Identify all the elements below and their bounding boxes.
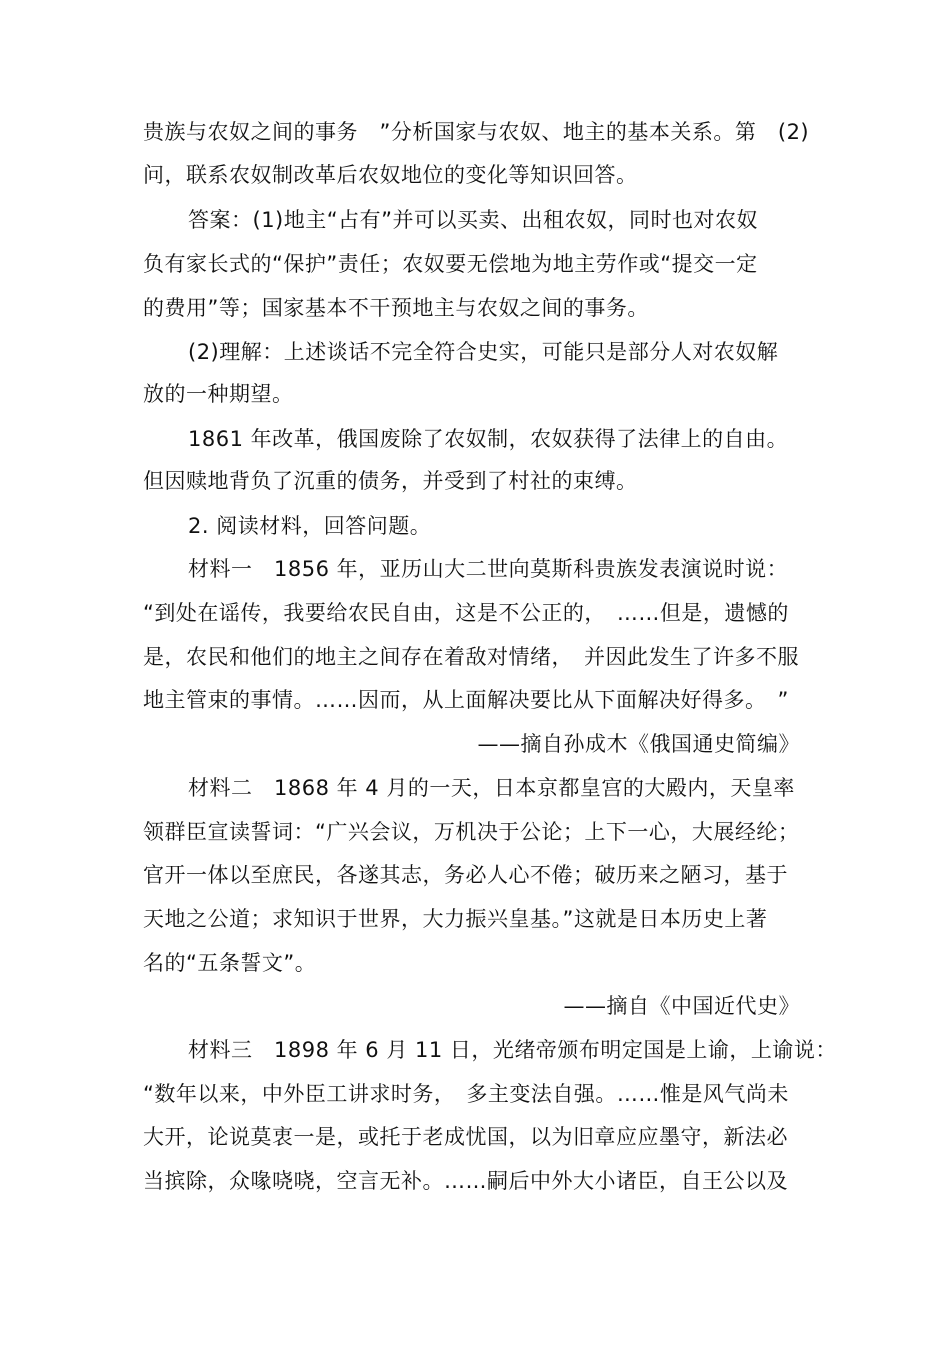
text-line: 的费用”等；国家基本不干预地主与农奴之间的事务。 <box>143 296 649 320</box>
text-line: 名的“五条誓文”。 <box>143 951 317 975</box>
text-line: 官开一体以至庶民，各遂其志，务必人心不倦；破历来之陋习，基于 <box>143 863 788 887</box>
text-line: “到处在谣传，我要给农民自由，这是不公正的， ……但是，遗憾的 <box>143 601 789 625</box>
material-two-line: 材料二 1868 年 4 月的一天，日本京都皇宫的大殿内，天皇率 <box>188 776 795 800</box>
text-line: 地主管束的事情。……因而，从上面解决要比从下面解决好得多。 ” <box>143 688 789 712</box>
text-line: 是，农民和他们的地主之间存在着敌对情绪， 并因此发生了许多不服 <box>143 645 799 669</box>
text-line: 大开，论说莫衷一是，或托于老成忧国，以为旧章应应墨守，新法必 <box>143 1125 788 1149</box>
answer-line: 答案：(1)地主“占有”并可以买卖、出租农奴，同时也对农奴 <box>188 208 759 232</box>
text-line: 放的一种期望。 <box>143 382 294 406</box>
source-citation: ——摘自《中国近代史》 <box>563 994 800 1018</box>
text-line: “数年以来，中外臣工讲求时务， 多主变法自强。……惟是风气尚未 <box>143 1082 789 1106</box>
text-line: (2)理解：上述谈话不完全符合史实，可能只是部分人对农奴解 <box>188 340 779 364</box>
source-citation: ——摘自孙成木《俄国通史简编》 <box>477 732 800 756</box>
text-line: 天地之公道；求知识于世界，大力振兴皇基。”这就是日本历史上著 <box>143 907 768 931</box>
question-heading: 2. 阅读材料，回答问题。 <box>188 514 432 538</box>
material-one-line: 材料一 1856 年，亚历山大二世向莫斯科贵族发表演说时说： <box>188 557 789 581</box>
text-line: 领群臣宣读誓词：“广兴会议，万机决于公论；上下一心，大展经纶； <box>143 820 800 844</box>
text-line: 1861 年改革，俄国废除了农奴制，农奴获得了法律上的自由。 <box>188 427 789 451</box>
material-three-line: 材料三 1898 年 6 月 11 日，光绪帝颁布明定国是上谕，上谕说： <box>188 1038 837 1062</box>
text-line: 负有家长式的“保护”责任；农奴要无偿地为地主劳作或“提交一定 <box>143 252 758 276</box>
text-line: 贵族与农奴之间的事务 ”分析国家与农奴、地主的基本关系。第 (2) <box>143 120 810 144</box>
text-line: 问，联系农奴制改革后农奴地位的变化等知识回答。 <box>143 163 638 187</box>
text-line: 但因赎地背负了沉重的债务，并受到了村社的束缚。 <box>143 469 638 493</box>
text-line: 当摈除，众喙哓哓，空言无补。……嗣后中外大小诸臣，自王公以及 <box>143 1169 788 1193</box>
